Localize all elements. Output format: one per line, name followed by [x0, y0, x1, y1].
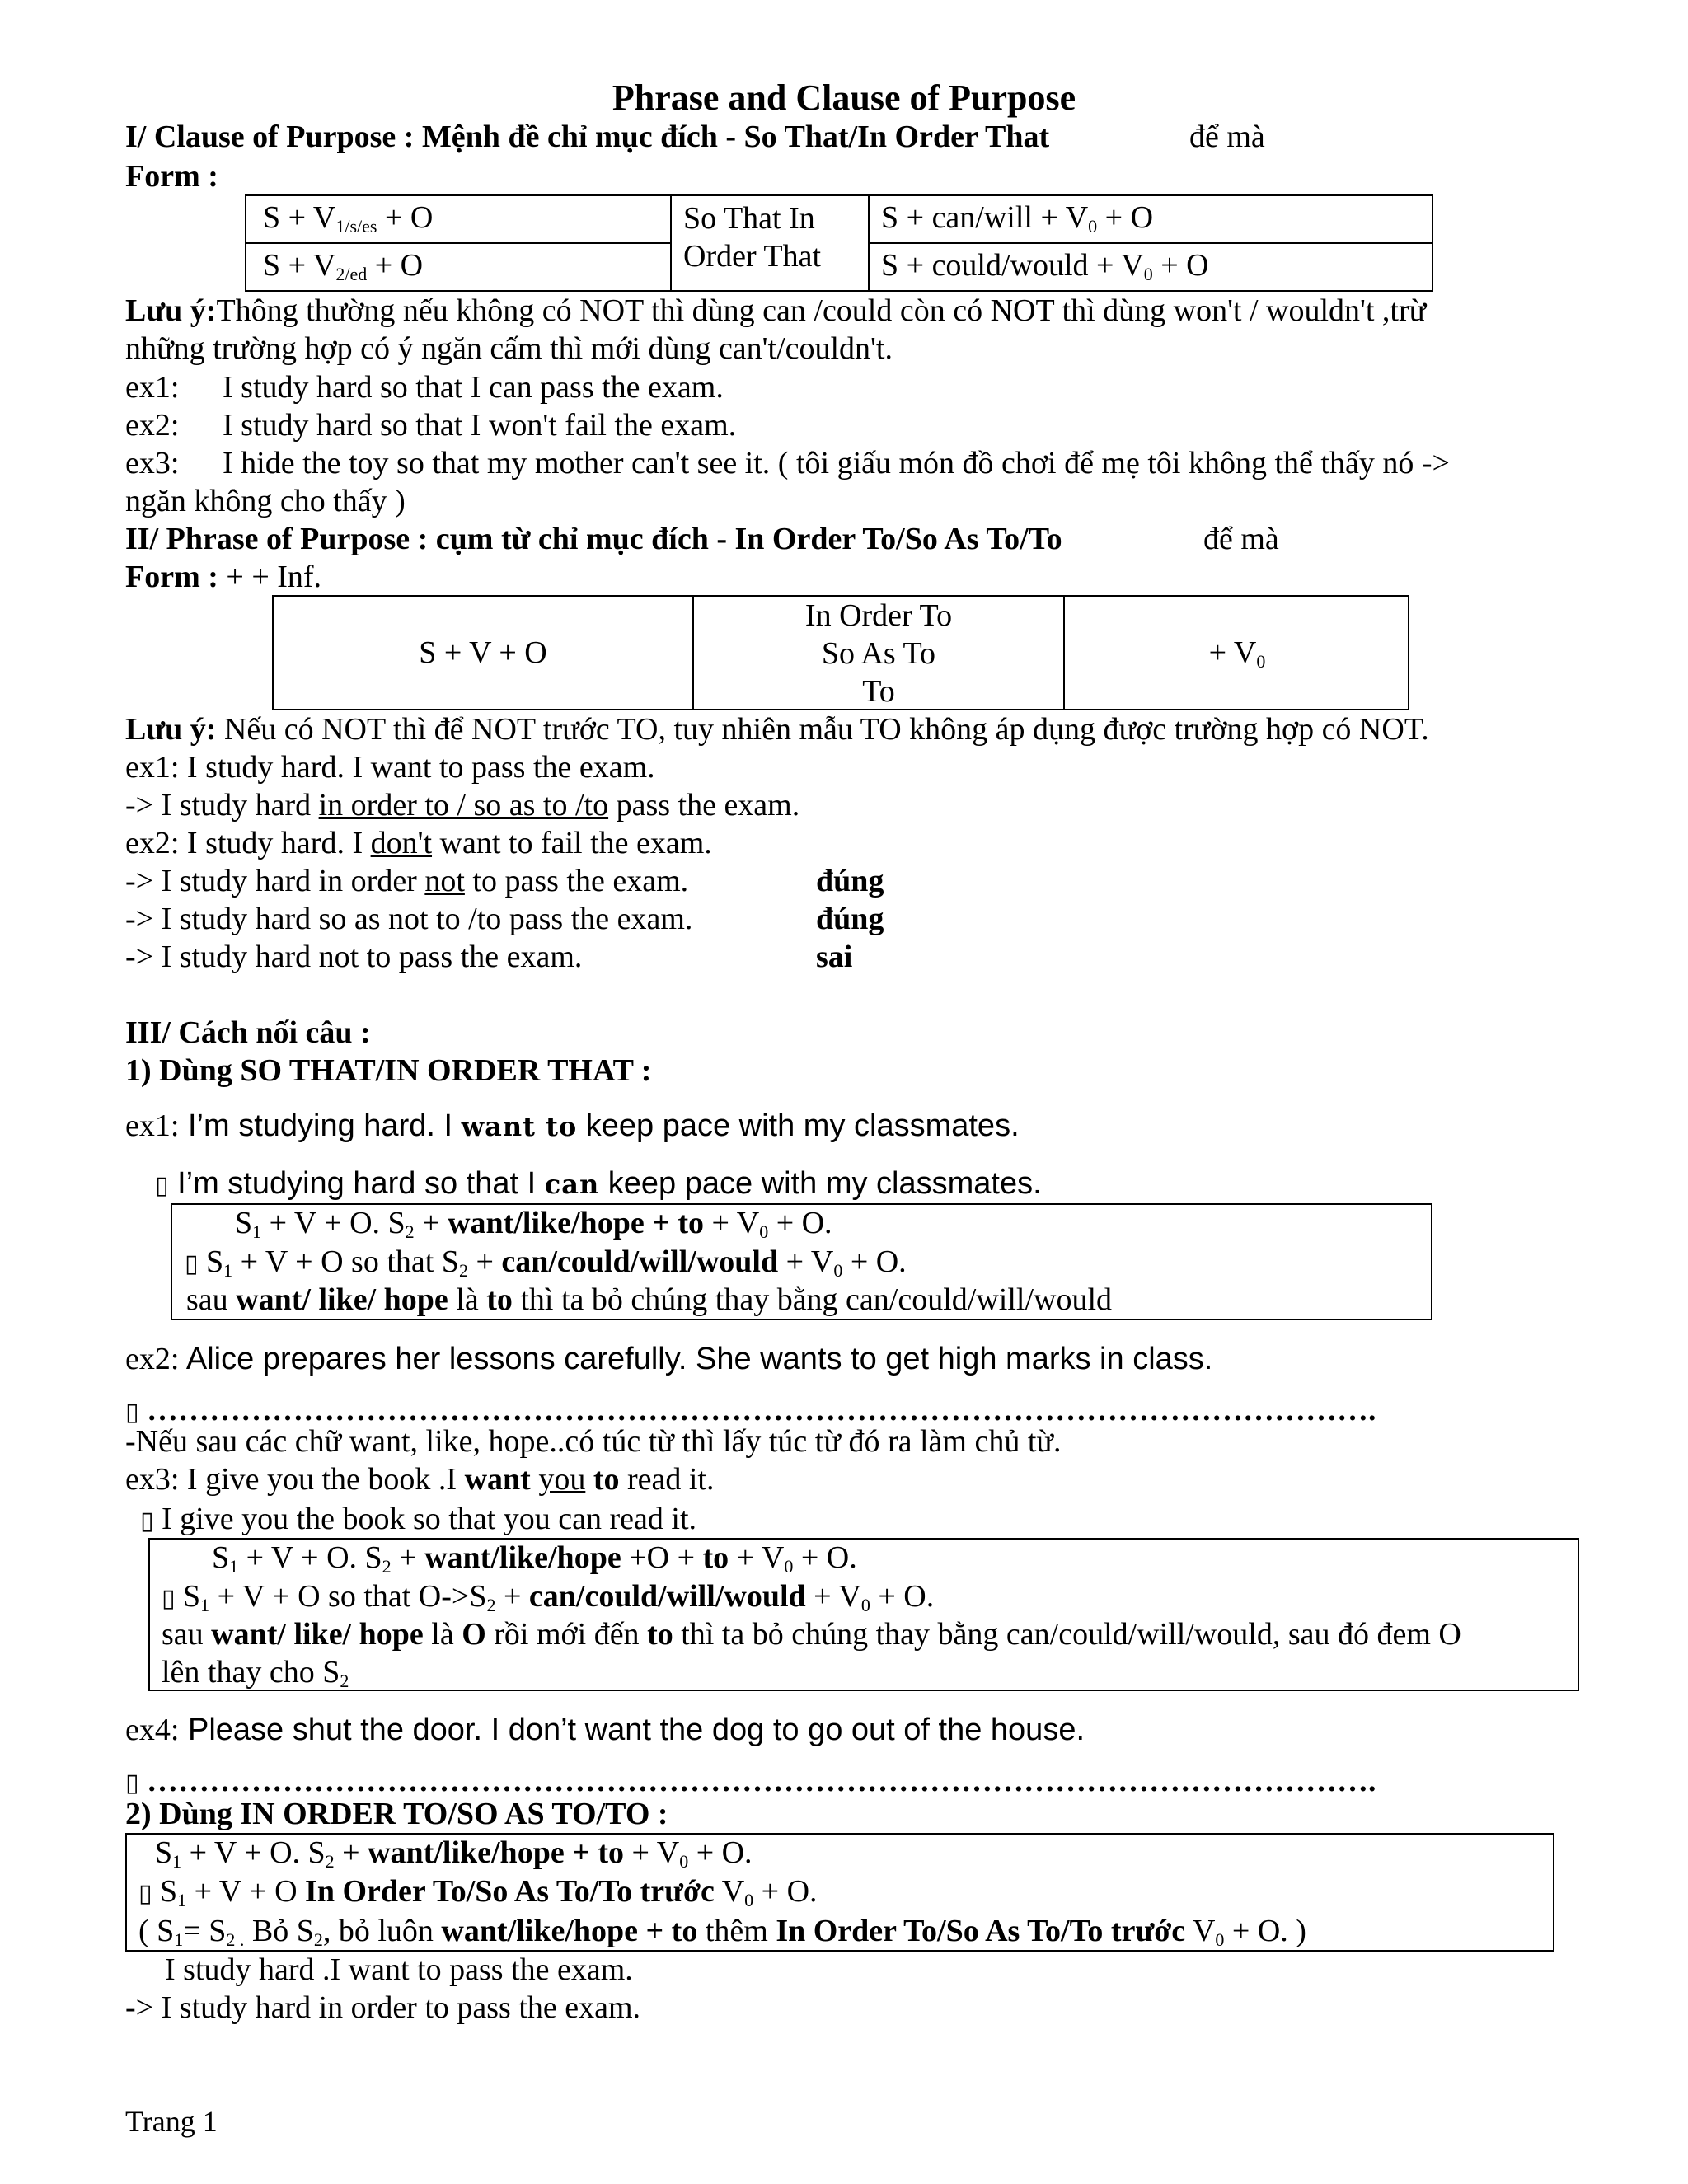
- s3-note-2: -Nếu sau các chữ want, like, hope..có túc từ thì lấy túc từ đó ra làm chủ từ.: [125, 1424, 1062, 1459]
- arrow-icon: ▯: [138, 1879, 152, 1908]
- section-2-heading: II/ Phrase of Purpose : cụm từ chỉ mục đích - In Order To/So As To/To: [125, 522, 1062, 556]
- s2-result-2: -> I study hard so as not to /to pass the exam.: [125, 902, 693, 936]
- table1-cell-r1c3: S + can/will + $V_0 + O$: [881, 200, 1154, 237]
- arrow-icon: ▯: [125, 1769, 139, 1797]
- note-1-cont: những trường hợp có ý ngăn cấm thì mới dùng can't/couldn't.: [125, 331, 893, 366]
- s2-result-3: -> I study hard not to pass the exam.: [125, 940, 583, 974]
- s2-verdict-3: sai: [816, 940, 853, 974]
- s3-ex3: ex3: I give you the book .I want you to read it.: [125, 1462, 715, 1497]
- s1-ex1-label: ex1:: [125, 370, 180, 405]
- arrow-icon: ▯: [155, 1171, 169, 1200]
- arrow-icon: ▯: [185, 1249, 199, 1278]
- box1-line-1: $S_1 + V + O$. $S_2$ + want/like/hope + to + $V_0 + O$.: [235, 1206, 832, 1242]
- s2-result-1: -> I study hard in order not to pass the exam.: [125, 864, 689, 898]
- s3-final-1: I study hard .I want to pass the exam.: [165, 1952, 633, 1987]
- note-1: Lưu ý:Thông thường nếu không có NOT thì dùng can /could còn có NOT thì dùng won't / wouldn't ,trừ: [125, 293, 1427, 328]
- arrow-icon: ▯: [125, 1398, 139, 1427]
- arrow-icon: ▯: [162, 1584, 176, 1613]
- table2-cell-left: S + V + O: [419, 635, 547, 670]
- table2-cell-middle: In Order To So As To To: [804, 598, 953, 709]
- section-3-heading: III/ Cách nối câu :: [125, 1015, 371, 1050]
- box2-line-2: ▯ $S_1 + V + O$ so that $O->S_2$ + can/could/will/would + $V_0 + O$.: [162, 1579, 935, 1615]
- table1-cell-r1c1: $S + V_{1/s/es} + O$: [263, 200, 434, 237]
- s1-ex3-cont: ngăn không cho thấy ): [125, 484, 406, 518]
- s3-final-2: -> I study hard in order to pass the exam.: [125, 1990, 641, 2025]
- box1-line-3: sau want/ like/ hope là to thì ta bỏ chúng thay bằng can/could/will/would: [186, 1282, 1112, 1317]
- s1-ex3: I hide the toy so that my mother can't see it. ( tôi giấu món đồ chơi để mẹ tôi không thể thấy nó ->: [223, 446, 1450, 480]
- s3-ex2: ex2: Alice prepares her lessons carefully. She wants to get high marks in class.: [125, 1342, 1213, 1376]
- arrow-icon: ▯: [140, 1507, 154, 1535]
- form-label-2: Form : + + Inf.: [125, 560, 322, 594]
- form-label-1: Form :: [125, 159, 218, 194]
- s2-ex1-answer: -> I study hard in order to / so as to /to pass the exam.: [125, 788, 800, 823]
- box1-line-2: ▯ $S_1 + V + O$ so that $S_2$ + can/could/will/would + $V_0 + O$.: [185, 1244, 907, 1281]
- s3-ex1-answer: ▯ I’m studying hard so that I can keep pace with my classmates.: [155, 1166, 1042, 1201]
- s3-ex3-answer: ▯ I give you the book so that you can read it.: [140, 1502, 697, 1536]
- box2-line-3: sau want/ like/ hope là O rồi mới đến to thì ta bỏ chúng thay bằng can/could/will/would, sau đó đem O: [162, 1617, 1461, 1652]
- s3-ex4-blank: ▯ ……………………………………………………………………………………………………….: [125, 1764, 1376, 1798]
- box3-line-1: $S_1 + V + O$. $S_2$ + want/like/hope + to + $V_0 + O$.: [155, 1835, 753, 1872]
- table1-cell-middle: So That In Order That: [683, 201, 822, 274]
- s3-ex2-blank: ▯ ……………………………………………………………………………………………………….: [125, 1393, 1376, 1427]
- page-title: Phrase and Clause of Purpose: [612, 77, 1076, 118]
- s3-ex4: ex4: Please shut the door. I don’t want the dog to go out of the house.: [125, 1713, 1085, 1747]
- box2-line-1: $S_1 + V + O$. $S_2$ + want/like/hope +O + to + $V_0 + O$.: [212, 1540, 857, 1577]
- section-2-meaning: để mà: [1203, 522, 1279, 556]
- section-3-sub-1: 1) Dùng SO THAT/IN ORDER THAT :: [125, 1053, 652, 1088]
- s1-ex3-label: ex3:: [125, 446, 180, 480]
- phrase-form-table: [272, 595, 1409, 710]
- table2-cell-right: + $V_0$: [1208, 635, 1266, 672]
- s2-verdict-1: đúng: [816, 864, 884, 898]
- section-1-meaning: để mà: [1189, 120, 1265, 154]
- s1-ex1: I study hard so that I can pass the exam.: [223, 370, 724, 405]
- page-number: Trang 1: [125, 2105, 218, 2138]
- s2-verdict-2: đúng: [816, 902, 884, 936]
- s2-ex1: ex1: I study hard. I want to pass the exam.: [125, 750, 655, 785]
- s3-ex1: ex1: I’m studying hard. I want to keep pace with my classmates.: [125, 1108, 1020, 1143]
- clause-form-table: [245, 194, 1433, 292]
- table1-cell-r2c1: $S + V_{2/ed} + O$: [263, 248, 424, 284]
- s1-ex2-label: ex2:: [125, 408, 180, 443]
- box3-line-2: ▯ $S_1 + V + O$ In Order To/So As To/To trước $V_0 + O$.: [138, 1874, 818, 1910]
- box2-line-4: lên thay cho $S_2$: [162, 1655, 349, 1691]
- s1-ex2: I study hard so that I won't fail the exam.: [223, 408, 737, 443]
- note-2: Lưu ý: Nếu có NOT thì để NOT trước TO, tuy nhiên mẫu TO không áp dụng được trường hợp có NOT.: [125, 712, 1429, 747]
- section-1-heading: I/ Clause of Purpose : Mệnh đề chỉ mục đích - So That/In Order That: [125, 120, 1050, 154]
- section-3-sub-2: 2) Dùng IN ORDER TO/SO AS TO/TO :: [125, 1797, 668, 1831]
- table1-cell-r2c3: S + could/would + $V_0 + O$: [881, 248, 1209, 284]
- box3-line-3: ( $S_1= S_{2 .}$ Bỏ $S_2$, bỏ luôn want/like/hope + to thêm In Order To/So As To/To trước $V_0 + O$. ): [138, 1914, 1306, 1950]
- s2-ex2: ex2: I study hard. I don't want to fail the exam.: [125, 826, 712, 860]
